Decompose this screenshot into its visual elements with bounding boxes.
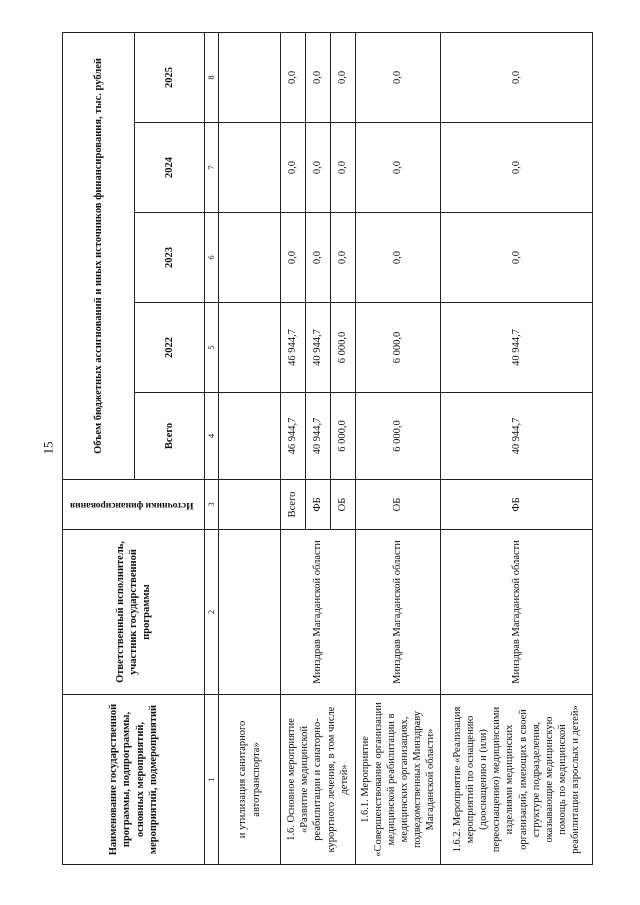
row-2022: 46 944,7 [281, 303, 306, 393]
row-total: 6 000,0 [356, 393, 441, 480]
header-name: Наименование государственной программы, подпрограммы, основных мероприятий, мероприятий, подмероприятий [63, 695, 205, 865]
row-name: и утилизация санитарного автотранспорта» [219, 695, 281, 865]
row-executor [219, 530, 281, 695]
header-volume: Объем бюджетных ассигнований и иных источников финансирования, тыс. рублей [63, 32, 135, 479]
row-source: ФБ [306, 480, 331, 530]
budget-table-sheet [62, 33, 592, 865]
row-2022: 40 944,7 [306, 303, 331, 393]
column-number: 1 [205, 695, 219, 865]
row-2025: 0,0 [356, 32, 441, 122]
row-source [219, 480, 281, 530]
row-name: 1.6.2. Мероприятие «Реализация мероприятий по оснащению (дооснащению и (или) переоснащению) медицинскими изделиями медицинских организаций, имеющих в своей структуре подразделения, оказывающие медицинскую помощь по медицинской реабилитации взрослых и детей» [441, 695, 593, 865]
row-2024 [219, 123, 281, 213]
row-2025: 0,0 [281, 32, 306, 122]
row-executor: Минздрав Магаданской области [281, 530, 356, 695]
row-2025 [219, 32, 281, 122]
row-2023: 0,0 [356, 213, 441, 303]
row-2022 [219, 303, 281, 393]
row-name: 1.6.1. Мероприятие «Совершенствование организации медицинской реабилитации в медицинских организациях, подведомственных Минздраву Магаданской области» [356, 695, 441, 865]
row-total: 46 944,7 [281, 393, 306, 480]
column-number: 4 [205, 393, 219, 480]
budget-table [62, 32, 593, 865]
row-total: 40 944,7 [441, 393, 593, 480]
row-total: 6 000,0 [331, 393, 356, 480]
header-year: 2023 [135, 213, 205, 303]
header-year: 2022 [135, 303, 205, 393]
row-source: ФБ [441, 480, 593, 530]
row-source: Всего [281, 480, 306, 530]
page-number: 15 [40, 441, 56, 455]
column-number: 3 [205, 480, 219, 530]
column-number: 6 [205, 213, 219, 303]
row-executor: Минздрав Магаданской области [441, 530, 593, 695]
header-sources: Источники финансирования [63, 480, 205, 530]
row-2024: 0,0 [281, 123, 306, 213]
row-2024: 0,0 [356, 123, 441, 213]
header-total: Всего [135, 393, 205, 480]
row-2023: 0,0 [281, 213, 306, 303]
row-2023 [219, 213, 281, 303]
row-source: ОБ [331, 480, 356, 530]
row-2025: 0,0 [441, 32, 593, 122]
row-2023: 0,0 [331, 213, 356, 303]
header-year: 2024 [135, 123, 205, 213]
column-number: 7 [205, 123, 219, 213]
row-2023: 0,0 [306, 213, 331, 303]
column-number: 5 [205, 303, 219, 393]
row-2024: 0,0 [331, 123, 356, 213]
row-executor: Минздрав Магаданской области [356, 530, 441, 695]
column-number: 8 [205, 32, 219, 122]
row-2022: 6 000,0 [331, 303, 356, 393]
column-number: 2 [205, 530, 219, 695]
header-executor: Ответственный исполнитель, участник государственной программы [63, 530, 205, 695]
row-2025: 0,0 [306, 32, 331, 122]
row-total: 40 944,7 [306, 393, 331, 480]
row-2022: 6 000,0 [356, 303, 441, 393]
row-2024: 0,0 [306, 123, 331, 213]
row-total [219, 393, 281, 480]
row-2024: 0,0 [441, 123, 593, 213]
row-2025: 0,0 [331, 32, 356, 122]
row-source: ОБ [356, 480, 441, 530]
row-name: 1.6. Основное мероприятие «Развитие медицинской реабилитации и санаторно-курортного лечения, в том числе детей» [281, 695, 356, 865]
header-year: 2025 [135, 32, 205, 122]
row-2022: 40 944,7 [441, 303, 593, 393]
row-2023: 0,0 [441, 213, 593, 303]
